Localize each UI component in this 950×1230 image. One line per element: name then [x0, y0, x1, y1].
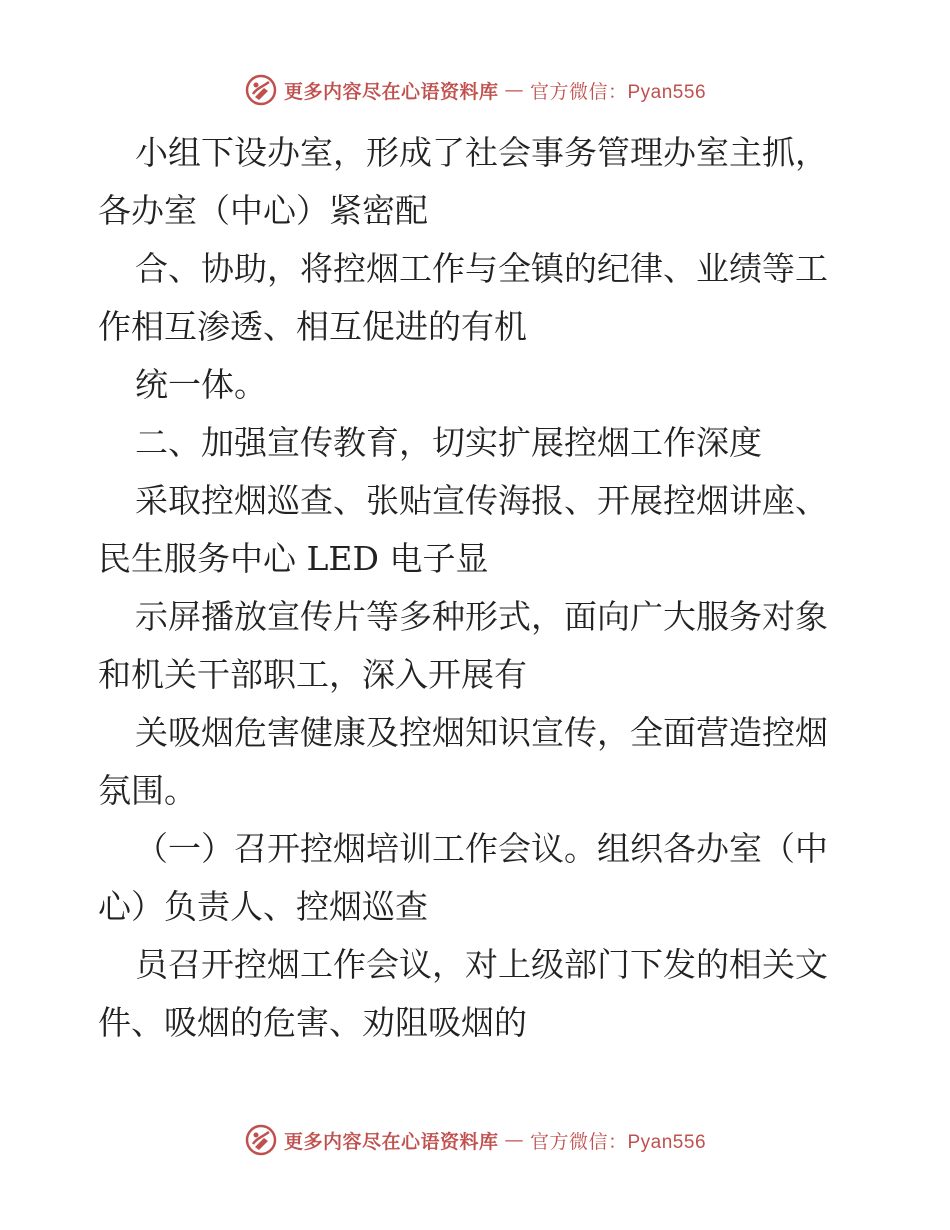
book-quill-logo-icon: [244, 1123, 278, 1157]
book-quill-logo-icon: [244, 73, 278, 107]
body-line: 作相互渗透、相互促进的有机: [98, 307, 527, 346]
body-line: 合、协助，将控烟工作与全镇的纪律、业绩等工: [135, 249, 828, 288]
body-line: 采取控烟巡查、张贴宣传海报、开展控烟讲座、: [135, 481, 828, 520]
banner-wechat-text: 官方微信：Pyan556: [530, 1131, 707, 1153]
body-line: 示屏播放宣传片等多种形式，面向广大服务对象: [135, 597, 828, 636]
banner-wechat-text: 官方微信：Pyan556: [530, 81, 707, 103]
banner-separator: —: [504, 79, 524, 101]
body-line: 员召开控烟工作会议，对上级部门下发的相关文: [135, 945, 828, 984]
banner-separator: —: [504, 1129, 524, 1151]
body-line: 各办室（中心）紧密配: [98, 191, 428, 230]
banner-main-text: 更多内容尽在心语资料库: [283, 1130, 499, 1153]
body-line: 和机关干部职工，深入开展有: [98, 655, 527, 694]
body-line: （一）召开控烟培训工作会议。组织各办室（中: [135, 829, 828, 868]
header-banner: [0, 68, 950, 112]
body-line: 心）负责人、控烟巡查: [98, 887, 428, 926]
footer-banner: [0, 1118, 950, 1162]
document-body: [98, 124, 854, 1052]
body-line: 氛围。: [98, 771, 197, 810]
banner-main-text: 更多内容尽在心语资料库: [283, 80, 499, 103]
body-line: 关吸烟危害健康及控烟知识宣传，全面营造控烟: [135, 713, 828, 752]
body-line: 小组下设办室，形成了社会事务管理办室主抓，: [135, 133, 828, 172]
body-line: 统一体。: [135, 365, 267, 404]
body-line: 件、吸烟的危害、劝阻吸烟的: [98, 1003, 527, 1042]
section-heading: 二、加强宣传教育，切实扩展控烟工作深度: [135, 423, 762, 462]
body-line: 民生服务中心 LED 电子显: [98, 539, 489, 578]
